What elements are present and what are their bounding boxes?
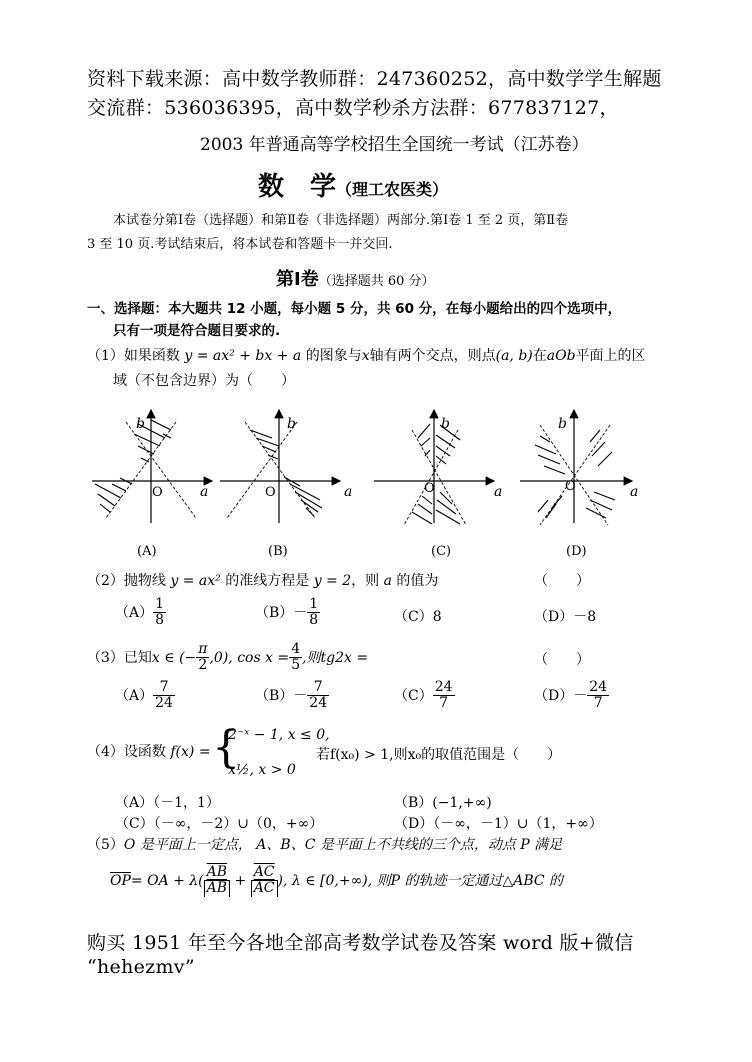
graph-b [220, 410, 352, 559]
option-b-label: (B) [268, 544, 288, 559]
subject-heading [258, 166, 448, 203]
q4-intro: （4）设函数 f(x) = [87, 744, 211, 760]
intro-line-2: 3 至 10 页.考试结束后，将本试卷和答题卡一并交回. [87, 237, 393, 252]
graph-d-o-label: O [565, 479, 576, 494]
graph-c-a-label: a [494, 484, 503, 500]
part1-heading [276, 265, 435, 291]
q3-option-b: （B）－ $\frac{7}{24}$ [255, 679, 328, 712]
q3-option-a: （A） $\frac{7}{24}$ [115, 679, 173, 712]
q5-line-2: $\overline{OP}=$ OA + λ( $\frac{\overline{AB}}{AB}$ + $\frac{\overline{AC}}{AC}$ ), λ ∈ [0,+∞), 则P 的轨迹一定通过△ABC 的 [110, 864, 564, 897]
q3-option-c: （C） $\frac{24}{7}$ [394, 679, 453, 712]
section1-line-1: 一、选择题：本大题共 12 小题，每小题 5 分，共 60 分，在每小题给出的四个选项中， [87, 301, 622, 317]
q2-option-d: （D）－8 [534, 609, 597, 625]
graph-a-a-label: a [200, 484, 209, 500]
graph-c [374, 410, 502, 559]
q2-option-c: （C）8 [394, 609, 442, 625]
q3-option-d: （D）－ $\frac{24}{7}$ [534, 679, 608, 712]
option-a-label: (A) [137, 544, 157, 559]
q2-paren: （ ） [534, 573, 590, 589]
subject-name: 数 学 [258, 172, 337, 202]
q2-option-b: （B）－ $\frac{1}{8}$ [255, 596, 319, 629]
graph-c-o-label: O [424, 481, 435, 496]
graph-a-o-label: O [152, 485, 163, 500]
q4-brace: { [212, 722, 240, 773]
graph-a-b-label: b [136, 416, 145, 432]
graph-b-o-label: O [265, 485, 276, 500]
exam-title: 2003 年普通高等学校招生全国统一考试（江苏卷） [200, 135, 589, 155]
q4-case-2: x½, x > 0 [228, 762, 296, 778]
q1-line-1: （1）如果函数 y = ax² + bx + a 的图象与x轴有两个交点，则点(a, b)在aOb平面上的区 [87, 348, 646, 364]
graph-d-a-label: a [630, 484, 639, 500]
graph-b-b-label: b [287, 416, 296, 432]
part1-note: （选择题共 60 分） [318, 274, 435, 289]
section1-line-2: 只有一项是符合题目要求的. [113, 323, 281, 339]
q4-condition: 若f(x₀) > 1,则x₀的取值范围是（ ） [316, 747, 562, 763]
q1-line-2: 域（不包含边界）为（ ） [113, 373, 295, 389]
q4-option-b: （B）(−1,+∞) [394, 795, 492, 811]
footer-line-1: 购买 1951 年至今各地全部高考数学试卷及答案 word 版+微信 [87, 932, 634, 954]
q3-paren: （ ） [534, 652, 590, 668]
option-c-label: (C) [431, 544, 452, 559]
q4-option-a: （A）（－1，1） [115, 795, 220, 811]
q2-stem: （2）抛物线 y = ax² 的准线方程是 y = 2，则 a 的值为 [87, 573, 439, 589]
q1-graphs [0, 400, 752, 570]
graph-a [92, 410, 212, 559]
intro-line-1: 本试卷分第Ⅰ卷（选择题）和第Ⅱ卷（非选择题）两部分.第Ⅰ卷 1 至 2 页，第Ⅱ卷 [113, 213, 569, 228]
header-line-2: 交流群：536036395，高中数学秒杀方法群：677837127， [87, 97, 619, 119]
q4-option-d: （D）（－∞，－1）∪（1，+∞） [394, 816, 603, 832]
q2-option-a: （A） $\frac{1}{8}$ [115, 596, 165, 629]
q5-line-1: （5）O 是平面上一定点， A、B、C 是平面上不共线的三个点，动点 P 满足 [87, 837, 563, 853]
graph-d-b-label: b [558, 416, 567, 432]
header-line-1: 资料下载来源：高中数学教师群：247360252，高中数学学生解题 [87, 68, 662, 90]
subject-note: （理工农医类） [336, 180, 449, 199]
q3-stem: （3）已知x ∈ (− $\frac{\pi}{2}$ ,0), cos x = $\frac{4}{5}$ ,则tg2x = [87, 641, 369, 674]
footer-line-2: “hehezmv” [87, 956, 195, 978]
q4-option-c: （C）（－∞，－2）∪（0，+∞） [115, 816, 324, 832]
graph-d [520, 410, 638, 559]
option-d-label: (D) [566, 544, 587, 559]
graph-c-b-label: b [441, 416, 450, 432]
graph-b-a-label: a [344, 484, 353, 500]
q4-case-1: 2⁻ˣ − 1, x ≤ 0, [228, 727, 330, 743]
part1-title: 第Ⅰ卷 [276, 269, 319, 290]
